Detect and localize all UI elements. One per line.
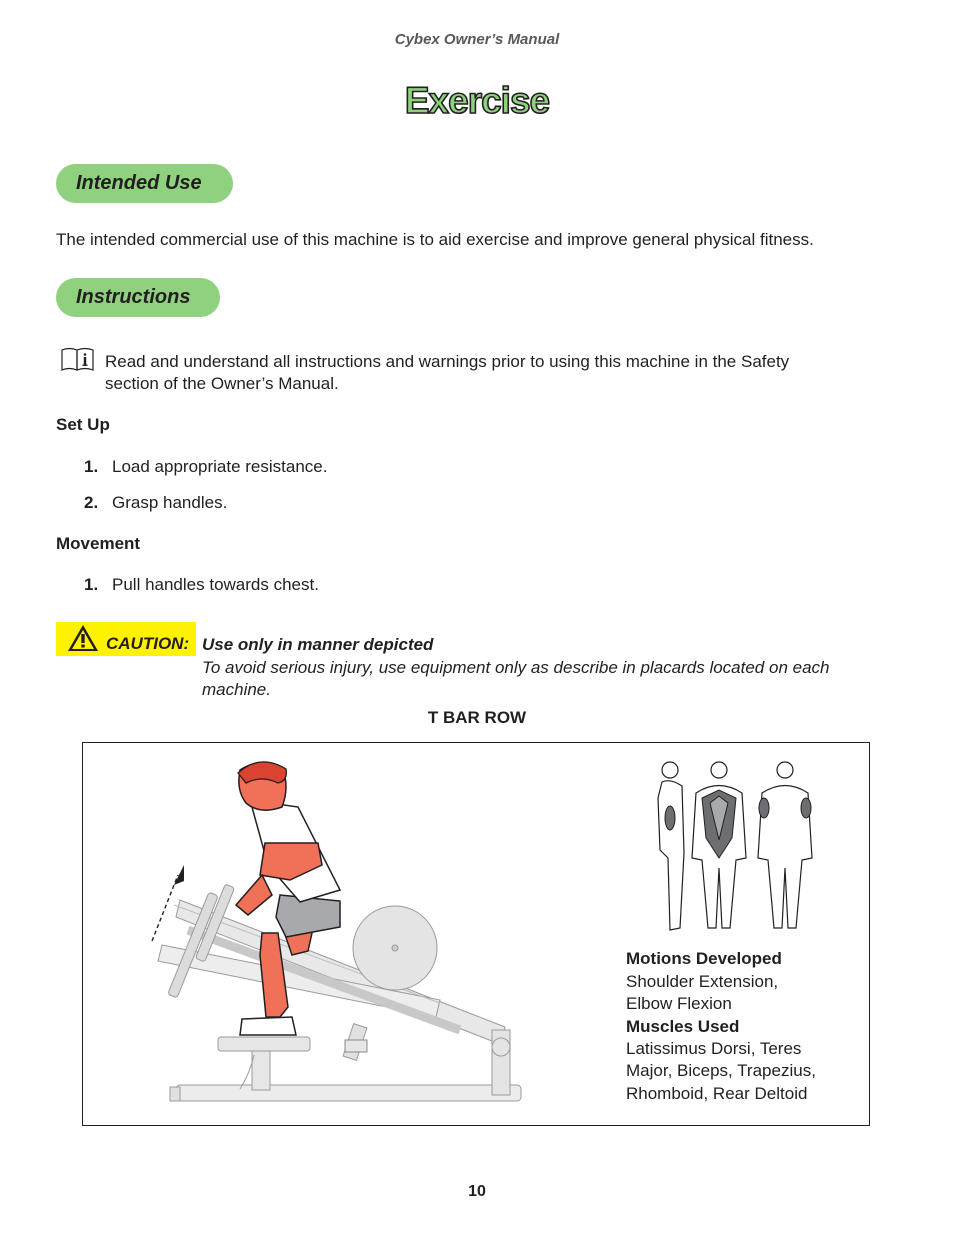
motions-heading: Motions Developed [626,949,782,968]
caution-line1: To avoid serious injury, use equipment only as describe in placards located on each [202,658,830,677]
manual-note-line2: section of the Owner’s Manual. [105,374,339,393]
muscles-heading: Muscles Used [626,1017,740,1036]
step-number: 1. [84,575,99,594]
muscle-anatomy-icon [652,758,827,938]
movement-heading: Movement [56,534,141,553]
muscles-line3: Rhomboid, Rear Deltoid [626,1084,808,1103]
t-bar-row-illustration [140,755,540,1115]
motions-line1: Shoulder Extension, [626,972,779,991]
muscles-line2: Major, Biceps, Trapezius, [626,1061,816,1080]
caution-label: CAUTION: [106,634,190,653]
list-item [84,492,227,514]
muscles-line1: Latissimus Dorsi, Teres [626,1039,802,1058]
section-pill-instructions [56,278,220,317]
manual-note-line1: Read and understand all instructions and warnings prior to using this machine in the Safety [105,352,790,371]
exercise-name: T BAR ROW [427,708,527,727]
step-text: Pull handles towards chest. [112,575,319,594]
instructions-heading: Instructions [76,286,191,308]
step-text: Grasp handles. [112,493,228,512]
step-number: 2. [84,493,99,512]
motions-line2: Elbow Flexion [626,994,732,1013]
step-text: Load appropriate resistance. [112,457,328,476]
manual-info-icon [60,346,96,372]
caution-line2: machine. [202,680,271,699]
list-item [84,574,319,596]
warning-triangle-icon [66,623,100,653]
list-item [84,456,327,478]
caution-title: Use only in manner depicted [202,635,434,654]
page-number: 10 [468,1183,486,1200]
intended-use-heading: Intended Use [76,172,202,194]
step-number: 1. [84,457,99,476]
running-header: Cybex Owner’s Manual [394,31,560,48]
setup-heading: Set Up [56,415,110,434]
intended-use-text: The intended commercial use of this machine is to aid exercise and improve general physical fitness. [56,230,814,249]
page-title: Exercise [404,80,550,121]
section-pill-intended-use [56,164,233,203]
